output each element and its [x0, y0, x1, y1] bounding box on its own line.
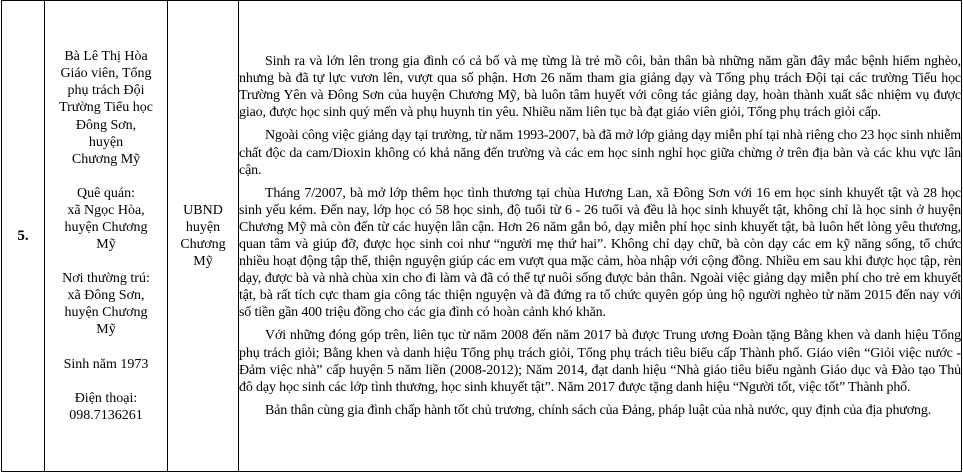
nominee-table — [1, 0, 962, 472]
nominating-agency-cell — [168, 1, 239, 472]
nominee-birth-year: Sinh năm 1973 — [63, 356, 149, 372]
text-line: xã Ngọc Hòa, — [67, 202, 145, 218]
spacer — [45, 253, 167, 270]
nominee-info-cell — [45, 1, 168, 472]
text-line: phụ trách Đội — [67, 83, 145, 99]
row-number: 5. — [2, 1, 45, 472]
text-line: Giáo viên, Tổng — [60, 66, 152, 82]
achievement-paragraph: Tháng 7/2007, bà mở lớp thêm học tình thương tại chùa Hương Lan, xã Đông Sơn với 16 em học sinh khuyết tật và 28 học sinh yếu kém. Đến nay, lớp học có 58 học sinh, độ tuổi từ 6 - 26 tuổi và đều là học sinh khuyết tật, không chỉ là học sinh ở huyện Chương Mỹ mà còn đến từ các huyện lân cận. Hơn 26 năm gắn bó, dạy miễn phí học sinh khuyết tật, bà luôn hết lòng yêu thương, quan tâm và giúp đỡ, được học sinh coi như “người mẹ thứ hai”. Không chỉ dạy chữ, bà còn dạy các em kỹ năng sống, tổ chức nhiều hoạt động tập thể, thiện nguyện giúp các em vượt qua mặc cảm, hòa nhập với cộng đồng. Nhiều em sau khi được học tập, rèn dạy, được bà và nhà chùa xin cho đi làm và đã có thể tự nuôi sống được bản thân. Ngoài việc giảng dạy miễn phí cho trẻ em khuyết tật, bà rất tích cực tham gia công tác thiện nguyện và đã đứng ra tổ chức quyên góp ủng hộ người nghèo từ năm 2015 đến nay với số tiền gần 400 triệu đồng cho các gia đình có hoàn cảnh khó khăn. — [239, 185, 961, 321]
nominee-hometown — [45, 185, 167, 253]
text-line: Quê quán: — [77, 185, 135, 201]
text-line: Điện thoại: — [74, 390, 138, 406]
spacer — [45, 339, 167, 356]
text-line: UBND — [183, 202, 223, 218]
text-line: Đông Sơn, — [75, 117, 137, 133]
text-line: Chương Mỹ — [71, 151, 141, 167]
spacer — [45, 373, 167, 390]
achievement-paragraph: Với những đóng góp trên, liên tục từ năm 2008 đến năm 2017 bà được Trung ương Đoàn tặng Bằng khen và danh hiệu Tổng phụ trách giỏi; Bằng khen và danh hiệu Tổng phụ trách giỏi, Tổng phụ trách tiêu biểu cấp Thành phố. Giáo viên “Giỏi việc nước - Đảm việc nhà” cấp huyện 5 năm liền (2008-2012); Năm 2014, đạt danh hiệu “Nhà giáo tiêu biểu ngành Giáo dục và Đào tạo Thủ đô dạy học sinh các lớp tình thương, học sinh khuyết tật”. Năm 2017 được tặng danh hiệu “Người tốt, việc tốt” Thành phố. — [239, 328, 961, 395]
nominee-residence — [45, 270, 167, 338]
text-line: Bà Lê Thị Hòa — [64, 49, 148, 65]
achievement-paragraph: Ngoài công việc giảng dạy tại trường, từ năm 1993-2007, bà đã mở lớp giảng dạy miễn phí tại nhà riêng cho 23 học sinh nhiễm chất độc da cam/Dioxin không có khả năng đến trường và các em học sinh nghỉ học giữa chừng ở trên địa bàn và các khu vực lân cận. — [239, 128, 961, 178]
nominee-name-title — [45, 48, 167, 168]
achievements-cell — [239, 1, 962, 472]
text-line: huyện Chương — [64, 220, 148, 235]
table-row — [2, 1, 962, 472]
text-line: Chương — [180, 237, 226, 252]
achievement-paragraph: Bản thân cùng gia đình chấp hành tốt chủ trương, chính sách của Đảng, pháp luật của nhà nước, quy định của địa phương. — [265, 402, 932, 418]
spacer — [45, 168, 167, 185]
text-line: huyện — [185, 219, 221, 235]
nominee-phone — [45, 390, 167, 424]
text-line: Mỹ — [96, 322, 116, 338]
text-line: huyện — [88, 134, 124, 150]
text-line: huyện Chương — [64, 305, 148, 321]
text-line: Trường Tiểu học — [59, 100, 153, 116]
text-line: Mỹ — [193, 254, 213, 270]
achievement-paragraph: Sinh ra và lớn lên trong gia đình có cả bố và mẹ từng là trẻ mồ côi, bản thân bà những năm gần đây mắc bệnh hiểm nghèo, nhưng bà đã tự lực vươn lên, vượt qua số phận. Hơn 26 năm tham gia giảng dạy và Tổng phụ trách Đội tại các trường Tiểu học Trường Yên và Đông Sơn của huyện Chương Mỹ, bà luôn tâm huyết với công tác giảng dạy, hoàn thành xuất sắc nhiệm vụ được giao, được học sinh quý mến và phụ huynh tin yêu. Nhiều năm liên tục bà đạt giáo viên giỏi, Tổng phụ trách giỏi cấp. — [239, 54, 961, 121]
text-line: Nơi thường trú: — [62, 271, 150, 287]
text-line: Mỹ — [96, 237, 116, 253]
text-line: 098.7136261 — [69, 407, 143, 423]
text-line: xã Đông Sơn, — [67, 288, 145, 304]
